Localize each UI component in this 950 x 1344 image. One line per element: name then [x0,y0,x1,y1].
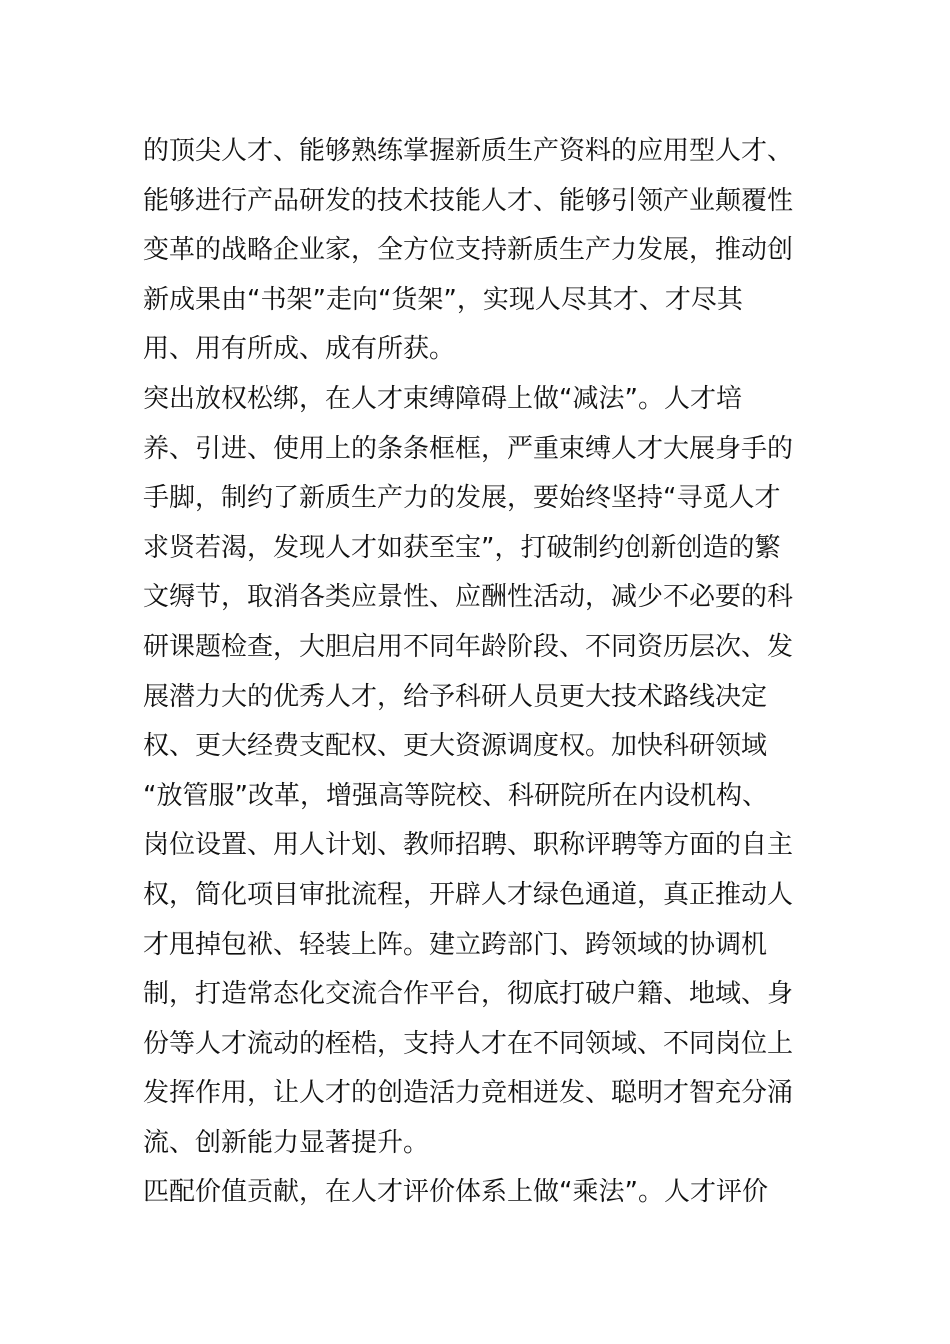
text-line: 才甩掉包袱、轻装上阵。建立跨部门、跨领域的协调机 [143,929,768,960]
text-line: 手脚，制约了新质生产力的发展，要始终坚持“寻觅人才 [143,483,781,514]
text-line: 突出放权松绑，在人才束缚障碍上做“减法”。人才培 [143,383,742,414]
text-line: 权、更大经费支配权、更大资源调度权。加快科研领域 [143,731,768,762]
text-line: 展潜力大的优秀人才，给予科研人员更大技术路线决定 [143,681,768,712]
text-line: 权，简化项目审批流程，开辟人才绿色通道，真正推动人 [143,879,794,910]
text-line: 养、引进、使用上的条条框框，严重束缚人才大展身手的 [143,433,794,464]
text-line: 求贤若渴，发现人才如获至宝”，打破制约创新创造的繁 [143,532,781,563]
text-line: “放管服”改革，增强高等院校、科研院所在内设机构、 [143,780,768,811]
text-line: 发挥作用，让人才的创造活力竞相迸发、聪明才智充分涌 [143,1078,794,1109]
body-text [143,127,813,1218]
text-line: 岗位设置、用人计划、教师招聘、职称评聘等方面的自主 [143,830,794,861]
text-line: 流、创新能力显著提升。 [143,1127,430,1158]
text-line: 制，打造常态化交流合作平台，彻底打破户籍、地域、身 [143,979,794,1010]
text-line: 研课题检查，大胆启用不同年龄阶段、不同资历层次、发 [143,631,794,662]
text-line: 匹配价值贡献，在人才评价体系上做“乘法”。人才评价 [143,1177,768,1208]
text-line: 的顶尖人才、能够熟练掌握新质生产资料的应用型人才、 [143,136,794,166]
text-line: 变革的战略企业家，全方位支持新质生产力发展，推动创 [143,235,794,266]
text-line: 新成果由“书架”走向“货架”，实现人尽其才、才尽其 [143,284,743,315]
text-line: 用、用有所成、成有所获。 [143,334,456,365]
text-line: 文缛节，取消各类应景性、应酬性活动，减少不必要的科 [143,582,794,613]
text-line: 能够进行产品研发的技术技能人才、能够引领产业颠覆性 [143,185,794,216]
text-line: 份等人才流动的桎梏，支持人才在不同领域、不同岗位上 [143,1028,794,1059]
